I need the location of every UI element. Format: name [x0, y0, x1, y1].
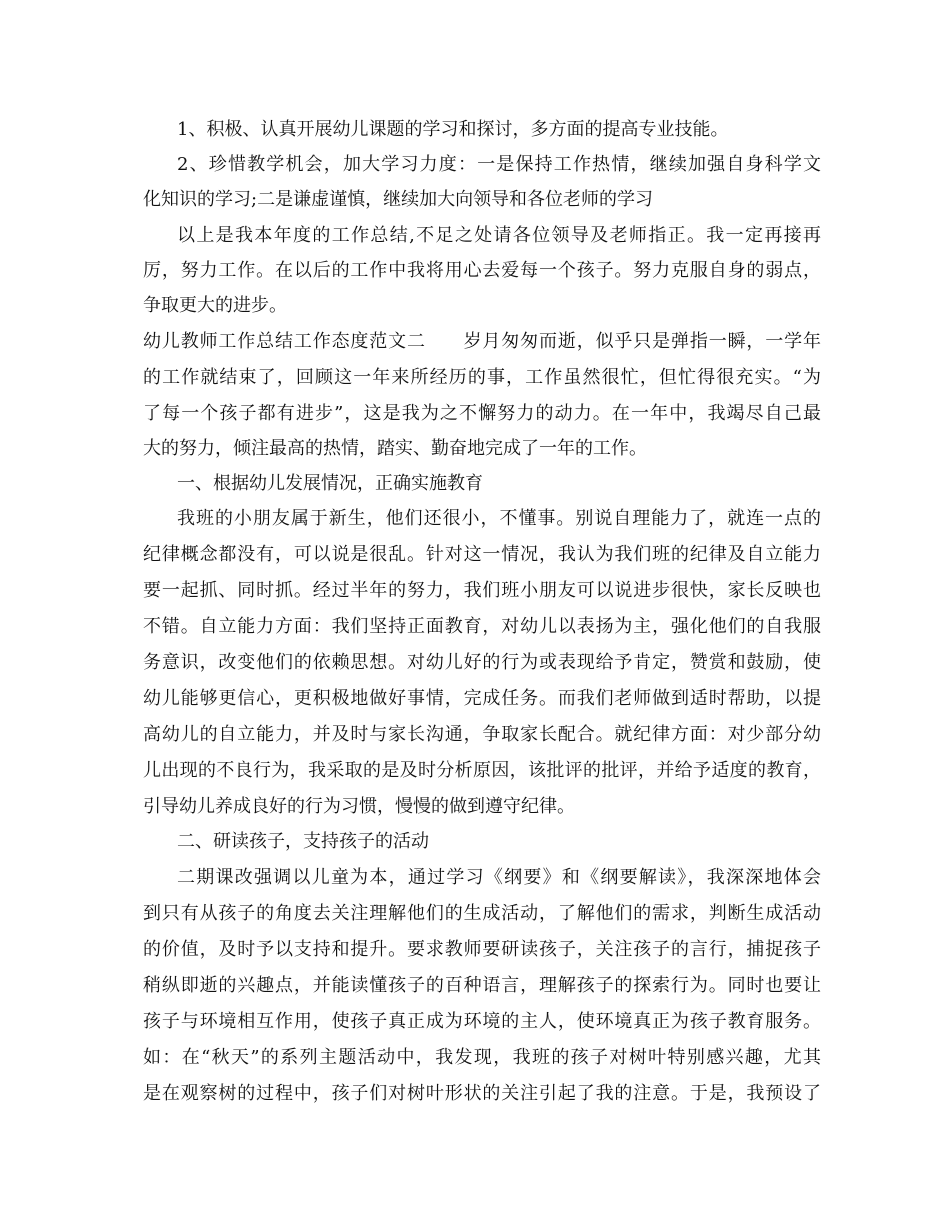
- text-line: 儿出现的不良行为，我采取的是及时分析原因，该批评的批评，并给予适度的教育，: [143, 760, 821, 781]
- text-line: 我班的小朋友属于新生，他们还很小，不懂事。别说自理能力了，就连一点的: [177, 508, 821, 529]
- text-line: 是在观察树的过程中，孩子们对树叶形状的关注引起了我的注意。于是，我预设了: [143, 1083, 821, 1104]
- text-line: 到只有从孩子的角度去关注理解他们的生成活动，了解他们的需求，判断生成活动: [143, 903, 821, 924]
- text-line: 纪律概念都没有，可以说是很乱。针对这一情况，我认为我们班的纪律及自立能力: [143, 544, 821, 565]
- text-line: 以上是我本年度的工作总结,不足之处请各位领导及老师指正。我一定再接再: [177, 225, 821, 246]
- text-line: 要一起抓、同时抓。经过半年的努力，我们班小朋友可以说进步很快，家长反映也: [143, 580, 821, 601]
- text-line: 孩子与环境相互作用，使孩子真正成为环境的主人，使环境真正为孩子教育服务。: [143, 1011, 821, 1032]
- text-line: 幼儿能够更信心，更积极地做好事情，完成任务。而我们老师做到适时帮助，以提: [143, 688, 821, 709]
- text-line: 务意识，改变他们的依赖思想。对幼儿好的行为或表现给予肯定，赞赏和鼓励，使: [143, 652, 821, 673]
- text-line: 1、积极、认真开展幼儿课题的学习和探讨，多方面的提高专业技能。: [177, 119, 729, 140]
- text-line: 大的努力，倾注最高的热情，踏实、勤奋地完成了一年的工作。: [143, 438, 647, 459]
- text-line: 2、珍惜教学机会，加大学习力度：一是保持工作热情，继续加强自身科学文: [177, 154, 821, 175]
- text-line: 引导幼儿养成良好的行为习惯，慢慢的做到遵守纪律。: [143, 796, 575, 817]
- section-heading-1: 一、根据幼儿发展情况，正确实施教育: [177, 473, 483, 494]
- text-line: 如：在“秋天”的系列主题活动中，我发现，我班的孩子对树叶特别感兴趣，尤其: [143, 1047, 821, 1068]
- text-line: 不错。自立能力方面：我们坚持正面教育，对幼儿以表扬为主，强化他们的自我服: [143, 616, 821, 637]
- text-line: 的价值，及时予以支持和提升。要求教师要研读孩子，关注孩子的言行，捕捉孩子: [143, 939, 821, 960]
- text-line: 稍纵即逝的兴趣点，并能读懂孩子的百种语言，理解孩子的探索行为。同时也要让: [143, 975, 821, 996]
- text-line: 争取更大的进步。: [143, 295, 287, 316]
- text-line: 高幼儿的自立能力，并及时与家长沟通，争取家长配合。就纪律方面：对少部分幼: [143, 724, 821, 745]
- text-line: 了每一个孩子都有进步”，这是我为之不懈努力的动力。在一年中，我竭尽自己最: [143, 403, 821, 424]
- section-heading-2: 二、研读孩子，支持孩子的活动: [177, 831, 429, 852]
- section-heading-line: 幼儿教师工作总结工作态度范文二 岁月匆匆而逝，似乎只是弹指一瞬，一学年: [143, 331, 821, 352]
- text-line: 二期课改强调以儿童为本，通过学习《纲要》和《纲要解读》，我深深地体会: [177, 867, 821, 888]
- text-line: 厉，努力工作。在以后的工作中我将用心去爱每一个孩子。努力克服自身的弱点，: [143, 260, 821, 281]
- text-line: 化知识的学习;二是谦虚谨慎，继续加大向领导和各位老师的学习: [143, 189, 654, 210]
- text-line: 的工作就结束了，回顾这一年来所经历的事，工作虽然很忙，但忙得很充实。“为: [143, 367, 821, 388]
